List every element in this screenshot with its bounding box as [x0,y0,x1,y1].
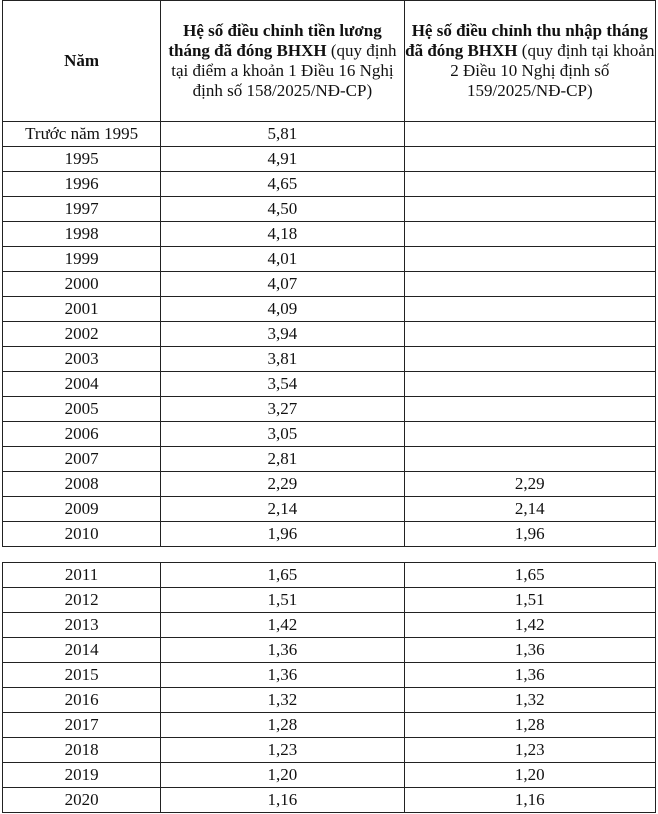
cell-income-coefficient: 1,20 [404,763,655,788]
cell-year: 2002 [3,322,161,347]
cell-wage-coefficient: 1,36 [161,638,404,663]
cell-wage-coefficient: 3,27 [161,397,404,422]
cell-wage-coefficient: 4,09 [161,297,404,322]
header-wage-title: Hệ số điều chỉnh tiền lương tháng đã đóng BHXH [168,21,382,60]
table-row [3,688,656,713]
cell-wage-coefficient: 1,20 [161,763,404,788]
cell-year: 2012 [3,588,161,613]
header-income-note: (quy định tại khoản 2 Điều 10 Nghị định số 159/2025/NĐ-CP) [450,41,655,100]
cell-wage-coefficient: 3,81 [161,347,404,372]
cell-wage-coefficient: 2,81 [161,447,404,472]
cell-year: Trước năm 1995 [3,122,161,147]
cell-year: 2009 [3,497,161,522]
cell-year: 2007 [3,447,161,472]
cell-wage-coefficient: 2,14 [161,497,404,522]
cell-income-coefficient: 1,96 [404,522,655,547]
cell-income-coefficient: 1,42 [404,613,655,638]
table-row [3,638,656,663]
table-row [3,497,656,522]
cell-income-coefficient: 1,36 [404,663,655,688]
cell-income-coefficient: 1,32 [404,688,655,713]
table-row [3,663,656,688]
coefficient-table-part2 [2,562,656,813]
cell-year: 2011 [3,563,161,588]
table-row [3,322,656,347]
cell-wage-coefficient: 1,96 [161,522,404,547]
table-row [3,563,656,588]
cell-income-coefficient [404,147,655,172]
table-row [3,122,656,147]
cell-wage-coefficient: 3,54 [161,372,404,397]
cell-wage-coefficient: 4,18 [161,222,404,247]
header-wage-note: (quy định tại điểm a khoản 1 Điều 16 Nghị định số 158/2025/NĐ-CP) [171,41,397,100]
page-break-gap [0,554,658,562]
cell-year: 1997 [3,197,161,222]
cell-wage-coefficient: 4,01 [161,247,404,272]
cell-income-coefficient [404,222,655,247]
cell-income-coefficient: 1,28 [404,713,655,738]
table-row [3,247,656,272]
cell-income-coefficient: 1,16 [404,788,655,813]
cell-wage-coefficient: 2,29 [161,472,404,497]
cell-wage-coefficient: 4,07 [161,272,404,297]
table-header-row [3,1,656,122]
table-row [3,713,656,738]
cell-income-coefficient [404,172,655,197]
cell-wage-coefficient: 4,65 [161,172,404,197]
cell-income-coefficient [404,447,655,472]
cell-year: 2008 [3,472,161,497]
cell-wage-coefficient: 1,16 [161,788,404,813]
cell-wage-coefficient: 1,23 [161,738,404,763]
header-income-coefficient [404,1,655,122]
table-row [3,147,656,172]
coefficient-table-part1 [2,0,656,547]
cell-year: 2018 [3,738,161,763]
cell-year: 2016 [3,688,161,713]
cell-year: 2017 [3,713,161,738]
cell-year: 2006 [3,422,161,447]
cell-year: 1996 [3,172,161,197]
cell-income-coefficient [404,247,655,272]
table-row [3,472,656,497]
cell-year: 2001 [3,297,161,322]
table-row [3,422,656,447]
header-year: Năm [3,1,161,122]
table-row [3,588,656,613]
header-wage-coefficient [161,1,404,122]
table-row [3,613,656,638]
cell-income-coefficient [404,197,655,222]
cell-wage-coefficient: 1,65 [161,563,404,588]
cell-year: 1999 [3,247,161,272]
cell-wage-coefficient: 4,91 [161,147,404,172]
cell-year: 2000 [3,272,161,297]
cell-year: 2015 [3,663,161,688]
cell-wage-coefficient: 5,81 [161,122,404,147]
table-row [3,522,656,547]
cell-income-coefficient: 2,14 [404,497,655,522]
cell-income-coefficient [404,297,655,322]
cell-wage-coefficient: 1,32 [161,688,404,713]
cell-income-coefficient [404,322,655,347]
table-row [3,447,656,472]
cell-year: 1998 [3,222,161,247]
cell-income-coefficient [404,372,655,397]
cell-wage-coefficient: 1,51 [161,588,404,613]
header-income-title: Hệ số điều chỉnh thu nhập tháng đã đóng BHXH [405,21,648,60]
cell-year: 2004 [3,372,161,397]
cell-income-coefficient: 1,65 [404,563,655,588]
cell-wage-coefficient: 3,94 [161,322,404,347]
table-row [3,297,656,322]
cell-income-coefficient [404,122,655,147]
cell-year: 2020 [3,788,161,813]
cell-year: 1995 [3,147,161,172]
table-row [3,738,656,763]
table-row [3,763,656,788]
cell-year: 2014 [3,638,161,663]
cell-income-coefficient: 1,36 [404,638,655,663]
cell-year: 2005 [3,397,161,422]
cell-income-coefficient [404,397,655,422]
table-row [3,397,656,422]
table-row [3,197,656,222]
cell-wage-coefficient: 4,50 [161,197,404,222]
table-row [3,788,656,813]
cell-income-coefficient: 1,51 [404,588,655,613]
cell-income-coefficient [404,272,655,297]
table-row [3,372,656,397]
table-row [3,222,656,247]
cell-year: 2010 [3,522,161,547]
cell-income-coefficient: 2,29 [404,472,655,497]
cell-year: 2013 [3,613,161,638]
cell-income-coefficient: 1,23 [404,738,655,763]
cell-income-coefficient [404,347,655,372]
cell-wage-coefficient: 1,28 [161,713,404,738]
cell-wage-coefficient: 1,36 [161,663,404,688]
table-row [3,347,656,372]
cell-year: 2003 [3,347,161,372]
cell-income-coefficient [404,422,655,447]
cell-wage-coefficient: 3,05 [161,422,404,447]
table-row [3,172,656,197]
table-row [3,272,656,297]
cell-wage-coefficient: 1,42 [161,613,404,638]
cell-year: 2019 [3,763,161,788]
